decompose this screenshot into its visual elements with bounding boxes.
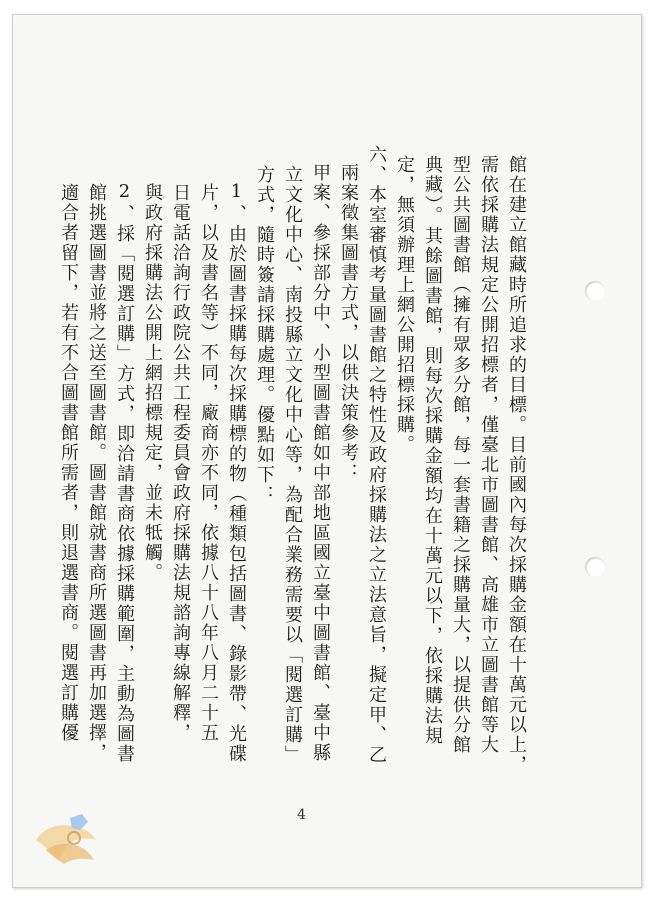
text-column-17: 適合者留下，若有不合圖書館所需者，則退選書商。閱選訂購優 bbox=[58, 183, 79, 743]
text-column-2: 需依採購法規定公開招標者，僅臺北市圖書館、高雄市立圖書館等大 bbox=[478, 155, 499, 755]
text-column-14: 與政府採購法公開上網招標規定，並未牴觸。 bbox=[142, 183, 163, 583]
text-column-16: 館挑選圖書並將之送至圖書館。圖書館就書商所選圖書再加選擇， bbox=[86, 183, 107, 763]
text-column-7: 兩案徵集圖書方式，以供決策參考： bbox=[338, 163, 359, 483]
text-column-4: 典藏）。其餘圖書館，則每次採購金額均在十萬元以下，依採購法規 bbox=[422, 155, 443, 746]
punch-hole-bottom bbox=[585, 557, 605, 577]
section-heading-six: 六、本室審慎考量圖書館之特性及政府採購法之立法意旨，擬定甲、乙 bbox=[366, 145, 387, 765]
text-column-5: 定，無須辦理上網公開招標採購。 bbox=[394, 155, 415, 455]
text-column-3: 型公共圖書館（擁有眾多分館，每一套書籍之採購量大，以提供分館 bbox=[450, 155, 471, 755]
text-column-9: 立文化中心、南投縣立文化中心等，為配合業務需要以「閱選訂購」 bbox=[282, 165, 303, 765]
proposal-a-heading: 甲案、參採部分中、小型圖書館如中部地區國立臺中圖書館、臺中縣 bbox=[310, 163, 331, 763]
point-2-start: 2、採「閱選訂購」方式，即洽請書商依據採購範圍，主動為圖書 bbox=[114, 181, 135, 764]
page-number: 4 bbox=[297, 807, 306, 823]
library-watermark-logo bbox=[28, 800, 108, 880]
text-column-12: 片，以及書名等）不同，廠商亦不同，依據八十八年八月二十五 bbox=[198, 183, 219, 743]
text-column-13: 日電話洽詢行政院公共工程委員會政府採購法規諮詢專線解釋， bbox=[170, 183, 191, 743]
text-column-10: 方式，隨時簽請採購處理。優點如下： bbox=[254, 165, 275, 505]
punch-hole-top bbox=[585, 281, 605, 301]
point-1-start: 1、由於圖書採購每次採購標的物（種類包括圖書、錄影帶、光碟 bbox=[226, 181, 247, 764]
document-page bbox=[12, 14, 642, 888]
text-column-1: 館在建立館藏時所追求的目標。目前國內每次採購金額在十萬元以上， bbox=[506, 155, 527, 775]
